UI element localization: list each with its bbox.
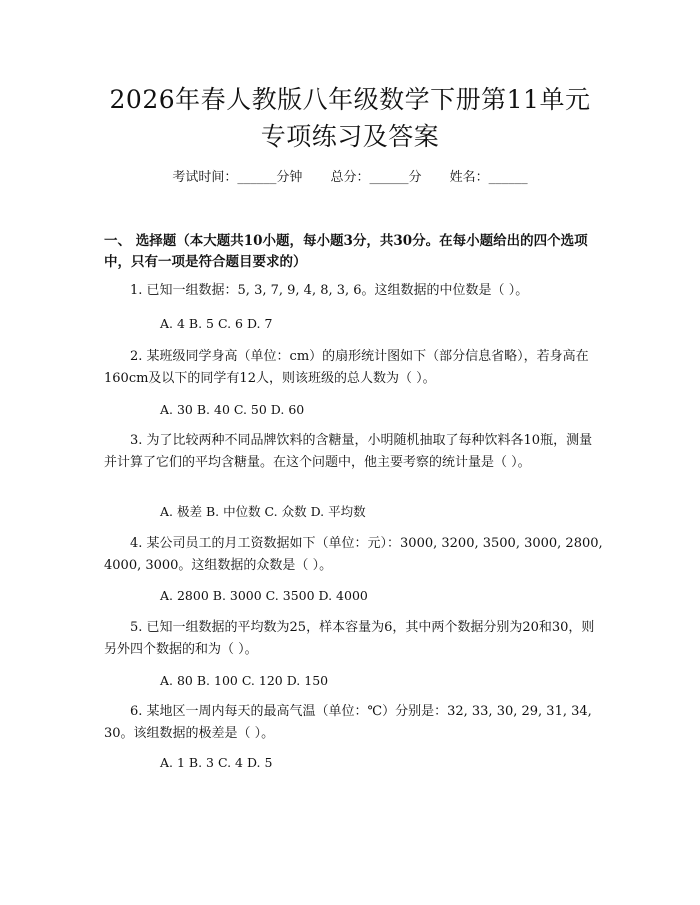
question-3-options: A. 极差 B. 中位数 C. 众数 D. 平均数 xyxy=(160,504,366,519)
section-heading: 一、 选择题（本大题共10小题，每小题3分，共30分。在每小题给出的四个选项中，只有一项是符合题目要求的） xyxy=(104,233,588,270)
question-5-options: A. 80 B. 100 C. 120 D. 150 xyxy=(160,673,329,688)
question-1-options: A. 4 B. 5 C. 6 D. 7 xyxy=(160,316,273,331)
question-5-text: 5. 已知一组数据的平均数为25，样本容量为6，其中两个数据分别为20和30，则另外四个数据的和为（ ）。 xyxy=(104,620,595,657)
question-6-options: A. 1 B. 3 C. 4 D. 5 xyxy=(160,755,273,770)
exam-meta-line xyxy=(0,168,700,188)
document-title-line1: 2026年春人教版八年级数学下册第11单元 xyxy=(109,85,591,114)
question-5 xyxy=(104,617,604,661)
question-6-text: 6. 某地区一周内每天的最高气温（单位：℃）分别是：32, 33, 30, 29, 31, 34, 30。该组数据的极差是（ ）。 xyxy=(104,704,592,741)
question-6 xyxy=(104,701,604,745)
student-name-field: 姓名：______ xyxy=(449,170,528,185)
question-4 xyxy=(104,533,604,577)
question-1 xyxy=(104,280,604,302)
question-2-options: A. 30 B. 40 C. 50 D. 60 xyxy=(160,402,305,417)
question-2 xyxy=(104,346,604,390)
question-2-text: 2. 某班级同学身高（单位：cm）的扇形统计图如下（部分信息省略），若身高在160cm及以下的同学有12人，则该班级的总人数为（ ）。 xyxy=(104,349,589,386)
total-score-field: 总分：______分 xyxy=(330,170,422,185)
exam-time-field: 考试时间：______分钟 xyxy=(172,170,303,185)
question-3-text: 3. 为了比较两种不同品牌饮料的含糖量，小明随机抽取了每种饮料各10瓶，测量并计算了它们的平均含糖量。在这个问题中，他主要考察的统计量是（ ）。 xyxy=(104,433,593,470)
document-title-line2: 专项练习及答案 xyxy=(260,122,440,151)
question-1-text: 1. 已知一组数据：5, 3, 7, 9, 4, 8, 3, 6。这组数据的中位数是（ ）。 xyxy=(130,283,529,298)
question-4-text: 4. 某公司员工的月工资数据如下（单位：元）：3000, 3200, 3500, 3000, 2800, 4000, 3000。这组数据的众数是（ ）。 xyxy=(104,536,603,573)
question-3 xyxy=(104,430,604,474)
question-4-options: A. 2800 B. 3000 C. 3500 D. 4000 xyxy=(160,588,368,603)
